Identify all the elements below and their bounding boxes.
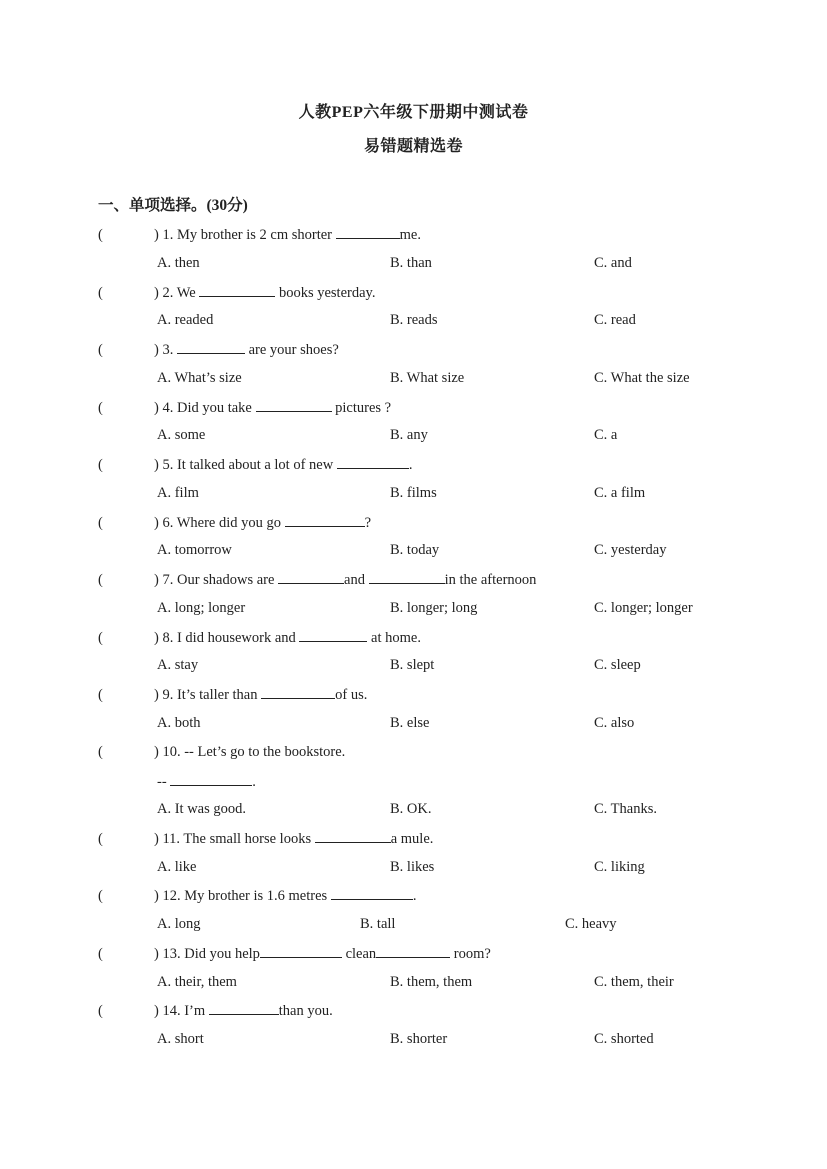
question-number: ) 7. bbox=[154, 572, 174, 588]
answer-blank[interactable] bbox=[299, 629, 367, 642]
option-c[interactable]: C. longer; longer bbox=[594, 600, 693, 616]
question-text-after: are your shoes? bbox=[244, 342, 339, 358]
answer-bracket[interactable]: ( bbox=[98, 630, 103, 646]
answer-blank[interactable] bbox=[260, 945, 342, 958]
question-text-after: ? bbox=[364, 515, 372, 531]
option-c[interactable]: C. a film bbox=[594, 485, 646, 501]
question-text: It’s taller than bbox=[176, 687, 262, 703]
question-text: My brother is 1.6 metres bbox=[184, 888, 331, 904]
question-10-reply bbox=[157, 773, 256, 791]
question-text-mid: clean bbox=[341, 946, 377, 962]
question-8 bbox=[98, 629, 421, 647]
option-a[interactable]: A. then bbox=[157, 255, 200, 271]
option-c[interactable]: C. a bbox=[594, 427, 618, 443]
option-c[interactable]: C. Thanks. bbox=[594, 801, 657, 817]
option-b[interactable]: B. any bbox=[390, 427, 428, 443]
option-b[interactable]: B. than bbox=[390, 255, 432, 271]
reply-dash: -- bbox=[157, 774, 171, 790]
question-number: ) 2. bbox=[154, 285, 174, 301]
question-7 bbox=[98, 571, 536, 589]
answer-bracket[interactable]: ( bbox=[98, 227, 103, 243]
question-text: Did you take bbox=[176, 400, 256, 416]
question-text: I did housework and bbox=[176, 630, 300, 646]
answer-blank[interactable] bbox=[199, 284, 275, 297]
page-subtitle: 易错题精选卷 bbox=[363, 138, 463, 155]
option-c[interactable]: C. shorted bbox=[594, 1031, 654, 1047]
question-text-after: a mule. bbox=[390, 831, 434, 847]
option-c[interactable]: C. and bbox=[594, 255, 632, 271]
option-a[interactable]: A. short bbox=[157, 1031, 204, 1047]
question-number: ) 4. bbox=[154, 400, 174, 416]
option-c[interactable]: C. heavy bbox=[565, 916, 617, 932]
option-a[interactable]: A. stay bbox=[157, 657, 199, 673]
answer-bracket[interactable]: ( bbox=[98, 572, 103, 588]
option-c[interactable]: C. also bbox=[594, 715, 635, 731]
question-text: Where did you go bbox=[176, 515, 285, 531]
answer-bracket[interactable]: ( bbox=[98, 1003, 103, 1019]
option-c[interactable]: C. yesterday bbox=[594, 542, 667, 558]
question-text-mid: and bbox=[344, 572, 369, 588]
option-a[interactable]: A. their, them bbox=[157, 974, 237, 990]
answer-bracket[interactable]: ( bbox=[98, 342, 103, 358]
section-heading: 一、单项选择。(30分) bbox=[98, 197, 248, 214]
question-text-after: in the afternoon bbox=[444, 572, 537, 588]
reply-period: . bbox=[252, 774, 256, 790]
question-4 bbox=[98, 399, 391, 417]
question-text: It talked about a lot of new bbox=[176, 457, 337, 473]
option-a[interactable]: A. film bbox=[157, 485, 199, 501]
answer-bracket[interactable]: ( bbox=[98, 457, 103, 473]
answer-bracket[interactable]: ( bbox=[98, 400, 103, 416]
question-text: -- Let’s go to the bookstore. bbox=[184, 744, 346, 760]
option-a[interactable]: A. long bbox=[157, 916, 201, 932]
question-text: I’m bbox=[184, 1003, 209, 1019]
question-number: ) 5. bbox=[154, 457, 174, 473]
option-b[interactable]: B. likes bbox=[390, 859, 435, 875]
question-1 bbox=[98, 226, 421, 244]
option-c[interactable]: C. sleep bbox=[594, 657, 641, 673]
question-text-after: of us. bbox=[335, 687, 368, 703]
answer-blank[interactable] bbox=[170, 773, 252, 786]
answer-blank[interactable] bbox=[315, 830, 391, 843]
question-text-after: me. bbox=[399, 227, 421, 243]
question-text-after: pictures ? bbox=[331, 400, 392, 416]
answer-blank[interactable] bbox=[336, 226, 400, 239]
option-a[interactable]: A. tomorrow bbox=[157, 542, 232, 558]
option-c[interactable]: C. liking bbox=[594, 859, 645, 875]
question-text: Did you help bbox=[184, 946, 260, 962]
question-text-after: . bbox=[412, 888, 417, 904]
option-b[interactable]: B. OK. bbox=[390, 801, 432, 817]
option-a[interactable]: A. both bbox=[157, 715, 201, 731]
answer-bracket[interactable]: ( bbox=[98, 687, 103, 703]
option-b[interactable]: B. longer; long bbox=[390, 600, 478, 616]
option-a[interactable]: A. What’s size bbox=[157, 370, 242, 386]
option-a[interactable]: A. long; longer bbox=[157, 600, 246, 616]
question-12 bbox=[98, 887, 416, 905]
answer-blank[interactable] bbox=[331, 887, 413, 900]
option-c[interactable]: C. What the size bbox=[594, 370, 690, 386]
option-b[interactable]: B. else bbox=[390, 715, 430, 731]
answer-blank[interactable] bbox=[177, 341, 245, 354]
option-b[interactable]: B. them, them bbox=[390, 974, 473, 990]
question-2 bbox=[98, 284, 375, 302]
question-11 bbox=[98, 830, 433, 848]
question-number: ) 12. bbox=[154, 888, 181, 904]
question-text-after: books yesterday. bbox=[275, 285, 376, 301]
question-14 bbox=[98, 1002, 333, 1020]
question-text: The small horse looks bbox=[183, 831, 315, 847]
option-c[interactable]: C. read bbox=[594, 312, 636, 328]
answer-bracket[interactable]: ( bbox=[98, 946, 103, 962]
question-number: ) 8. bbox=[154, 630, 174, 646]
page-title: 人教PEP六年级下册期中测试卷 bbox=[298, 104, 529, 121]
question-text-after: room? bbox=[450, 946, 491, 962]
question-text: My brother is 2 cm shorter bbox=[176, 227, 336, 243]
option-b[interactable]: B. What size bbox=[390, 370, 465, 386]
question-6 bbox=[98, 514, 371, 532]
question-13 bbox=[98, 945, 491, 963]
question-text-after: than you. bbox=[278, 1003, 333, 1019]
option-b[interactable]: B. today bbox=[390, 542, 440, 558]
answer-bracket[interactable]: ( bbox=[98, 831, 103, 847]
question-number: ) 6. bbox=[154, 515, 174, 531]
question-text: We bbox=[176, 285, 200, 301]
question-number: ) 11. bbox=[154, 831, 181, 847]
question-3 bbox=[98, 341, 339, 359]
option-b[interactable]: B. shorter bbox=[390, 1031, 448, 1047]
answer-bracket[interactable]: ( bbox=[98, 744, 103, 760]
option-a[interactable]: A. some bbox=[157, 427, 206, 443]
answer-blank[interactable] bbox=[337, 456, 409, 469]
question-5 bbox=[98, 456, 412, 474]
option-a[interactable]: A. It was good. bbox=[157, 801, 247, 817]
answer-blank[interactable] bbox=[376, 945, 450, 958]
option-b[interactable]: B. slept bbox=[390, 657, 435, 673]
option-a[interactable]: A. readed bbox=[157, 312, 214, 328]
answer-blank[interactable] bbox=[256, 399, 332, 412]
answer-blank[interactable] bbox=[369, 571, 445, 584]
question-10 bbox=[98, 744, 345, 761]
question-number: ) 10. bbox=[154, 744, 181, 760]
answer-bracket[interactable]: ( bbox=[98, 888, 103, 904]
option-b[interactable]: B. tall bbox=[360, 916, 396, 932]
question-number: ) 3. bbox=[154, 342, 174, 358]
answer-blank[interactable] bbox=[285, 514, 365, 527]
question-text-after: at home. bbox=[367, 630, 421, 646]
question-number: ) 13. bbox=[154, 946, 181, 962]
option-b[interactable]: B. films bbox=[390, 485, 437, 501]
question-number: ) 1. bbox=[154, 227, 174, 243]
question-number: ) 14. bbox=[154, 1003, 181, 1019]
question-9 bbox=[98, 686, 367, 704]
question-text: Our shadows are bbox=[176, 572, 279, 588]
option-a[interactable]: A. like bbox=[157, 859, 197, 875]
answer-bracket[interactable]: ( bbox=[98, 285, 103, 301]
answer-blank[interactable] bbox=[261, 686, 335, 699]
answer-bracket[interactable]: ( bbox=[98, 515, 103, 531]
option-c[interactable]: C. them, their bbox=[594, 974, 674, 990]
question-text-after: . bbox=[408, 457, 413, 473]
answer-blank[interactable] bbox=[209, 1002, 279, 1015]
answer-blank[interactable] bbox=[278, 571, 344, 584]
option-b[interactable]: B. reads bbox=[390, 312, 438, 328]
question-number: ) 9. bbox=[154, 687, 174, 703]
